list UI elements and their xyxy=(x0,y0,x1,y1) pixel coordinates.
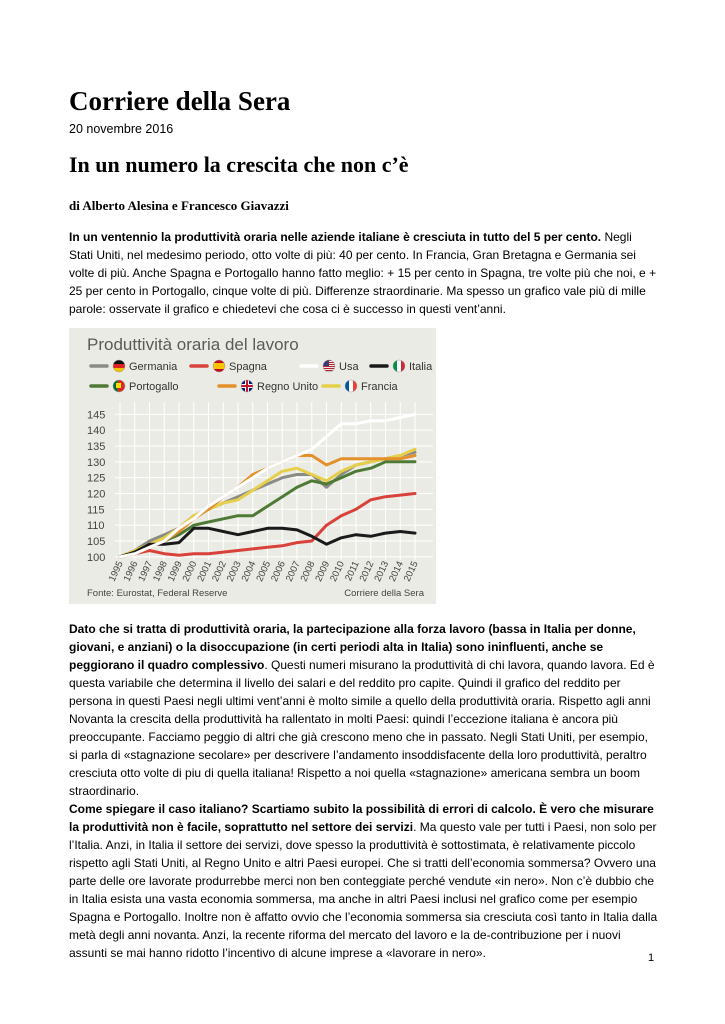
chart-title: Produttività oraria del lavoro xyxy=(87,335,299,354)
paragraph-1 xyxy=(69,228,659,318)
productivity-chart xyxy=(69,328,436,604)
paragraph-2-lead: Dato che si tratta di produttività oraria, la partecipazione alla forza lavoro (bassa in Italia per donne, giovani, e anziani) o la disoccupazione (in certi periodi alta in Italia) sono ininfluenti, anche se peggiorano il quadro complessivo xyxy=(69,622,636,672)
publication-date: 20 novembre 2016 xyxy=(69,122,174,136)
legend-item xyxy=(301,360,359,373)
x-tick-label: 1998 xyxy=(151,559,170,584)
legend-item xyxy=(91,360,178,373)
legend-label: Portogallo xyxy=(129,381,179,393)
x-tick-label: 2009 xyxy=(313,559,333,584)
legend-item xyxy=(219,380,318,393)
paragraph-1-lead: In un ventennio la produttività oraria nelle aziende italiane è cresciuta in tutto del 5 per cento. xyxy=(69,230,602,244)
x-tick-label: 2011 xyxy=(343,559,362,583)
y-tick-label: 110 xyxy=(87,520,105,533)
x-tick-label: 2014 xyxy=(387,559,406,584)
legend-item xyxy=(371,360,433,373)
y-tick-label: 135 xyxy=(87,441,106,453)
x-tick-label: 1995 xyxy=(106,559,126,584)
x-tick-label: 1996 xyxy=(121,559,141,584)
page-number: 1 xyxy=(648,952,655,964)
x-tick-label: 1997 xyxy=(136,559,156,584)
chart-canvas xyxy=(69,328,436,604)
y-tick-label: 115 xyxy=(87,504,105,517)
x-tick-label: 2015 xyxy=(401,559,421,584)
x-tick-label: 2006 xyxy=(269,559,288,584)
article-authors: di Alberto Alesina e Francesco Giavazzi xyxy=(69,198,289,213)
y-tick-label: 105 xyxy=(87,536,106,548)
chart-credit: Corriere della Sera xyxy=(344,588,424,599)
newspaper-name: Corriere della Sera xyxy=(69,86,291,116)
legend-label: Regno Unito xyxy=(257,381,319,393)
legend-label: Usa xyxy=(339,361,359,373)
paragraph-3-body: . Ma questo vale per tutti i Paesi, non solo per l’Italia. Anzi, in Italia il settore dei servizi, dove spesso la produttività è sottostimata, è relativamente piccolo rispetto agli Stati Uniti, al Regno Unito e altri Paesi europei. Che si tratti dell’economia sommersa? Ovvero una parte delle ore lavorate produrrebbe merci non ben conteggiate perché vendute «in nero». Non c’è dubbio che in Italia esista una vasta economia sommersa, ma anche in altri Paesi inclusi nel grafico come per esempio Spagna e Portogallo. Inoltre non è affatto ovvio che l’economia sommersa sia cresciuta così tanto in Italia dalla metà degli anni novanta. Anzi, la recente riforma del mercato del lavoro e la de-contribuzione per i nuovi assunti se mai hanno ridotto l’incentivo di alcune imprese a «lavorare in nero». xyxy=(69,820,658,960)
x-tick-label: 2012 xyxy=(357,559,377,584)
x-tick-label: 2008 xyxy=(298,559,318,584)
legend-item xyxy=(323,380,399,393)
legend-label: Spagna xyxy=(229,361,267,373)
paragraph-2-body: . Questi numeri misurano la produttività di chi lavora, quando lavora. Ed è questa variabile che determina il livello dei salari e del reddito pro capite. Quindi il grafico del reddito per persona in questi Paesi negli ultimi vent’anni è molto simile a quello della produttività oraria. Rispetto agli anni Novanta la crescita della produttività ha rallentato in molti Paesi: quindi l’eccezione italiana è ancora più preoccupante. Facciamo peggio di altri che già crescono meno che in passato. Negli Stati Uniti, per esempio, si parla di «stagnazione secolare» per descrivere l’andamento insoddisfacente della loro produttività, peraltro cresciuta otto volte di piu di quella italiana! Rispetto a noi quella «stagnazione» americana sembra un boom straordinario. xyxy=(69,658,655,798)
paragraph-2 xyxy=(69,620,659,800)
x-tick-label: 2003 xyxy=(224,559,244,584)
chart-source: Fonte: Eurostat, Federal Reserve xyxy=(87,588,228,599)
x-tick-label: 2010 xyxy=(328,559,347,584)
x-tick-label: 2005 xyxy=(254,559,274,584)
y-tick-label: 140 xyxy=(87,425,106,438)
paragraph-3-lead: Come spiegare il caso italiano? Scartiamo subito la possibilità di errori di calcolo. È vero che misurare la produttività non è facile, soprattutto nel settore dei servizi xyxy=(69,802,654,834)
y-tick-label: 120 xyxy=(87,488,106,501)
legend-label: Germania xyxy=(129,361,178,373)
x-tick-label: 2002 xyxy=(210,559,229,584)
x-tick-label: 1999 xyxy=(165,559,185,584)
x-tick-label: 2004 xyxy=(239,559,259,584)
legend-item xyxy=(191,360,268,373)
paragraph-3 xyxy=(69,800,659,962)
x-tick-label: 2013 xyxy=(372,559,392,584)
legend-item xyxy=(91,380,179,393)
x-tick-label: 2001 xyxy=(195,559,215,584)
y-tick-label: 125 xyxy=(87,472,106,485)
y-tick-label: 100 xyxy=(87,551,106,564)
y-tick-label: 130 xyxy=(87,456,106,469)
article-headline: In un numero la crescita che non c’è xyxy=(69,152,409,177)
paragraph-1-body: Negli Stati Uniti, nel medesimo periodo, otto volte di più: 40 per cento. In Francia, Gran Bretagna e Germania sei volte di più. Anche Spagna e Portogallo hanno fatto meglio: + 15 per cento in Spagna, tre volte più che noi, e + 25 per cento in Portogallo, cinque volte di più. Differenze straordinarie. Ma spesso un grafico vale più di mille parole: osservate il grafico e chiedetevi che cosa ci è successo in questi vent’anni. xyxy=(69,230,657,316)
y-tick-label: 145 xyxy=(87,409,106,422)
x-tick-label: 2007 xyxy=(283,559,303,584)
legend-label: Italia xyxy=(409,361,433,373)
legend-label: Francia xyxy=(361,381,398,393)
x-tick-label: 2000 xyxy=(180,559,200,584)
